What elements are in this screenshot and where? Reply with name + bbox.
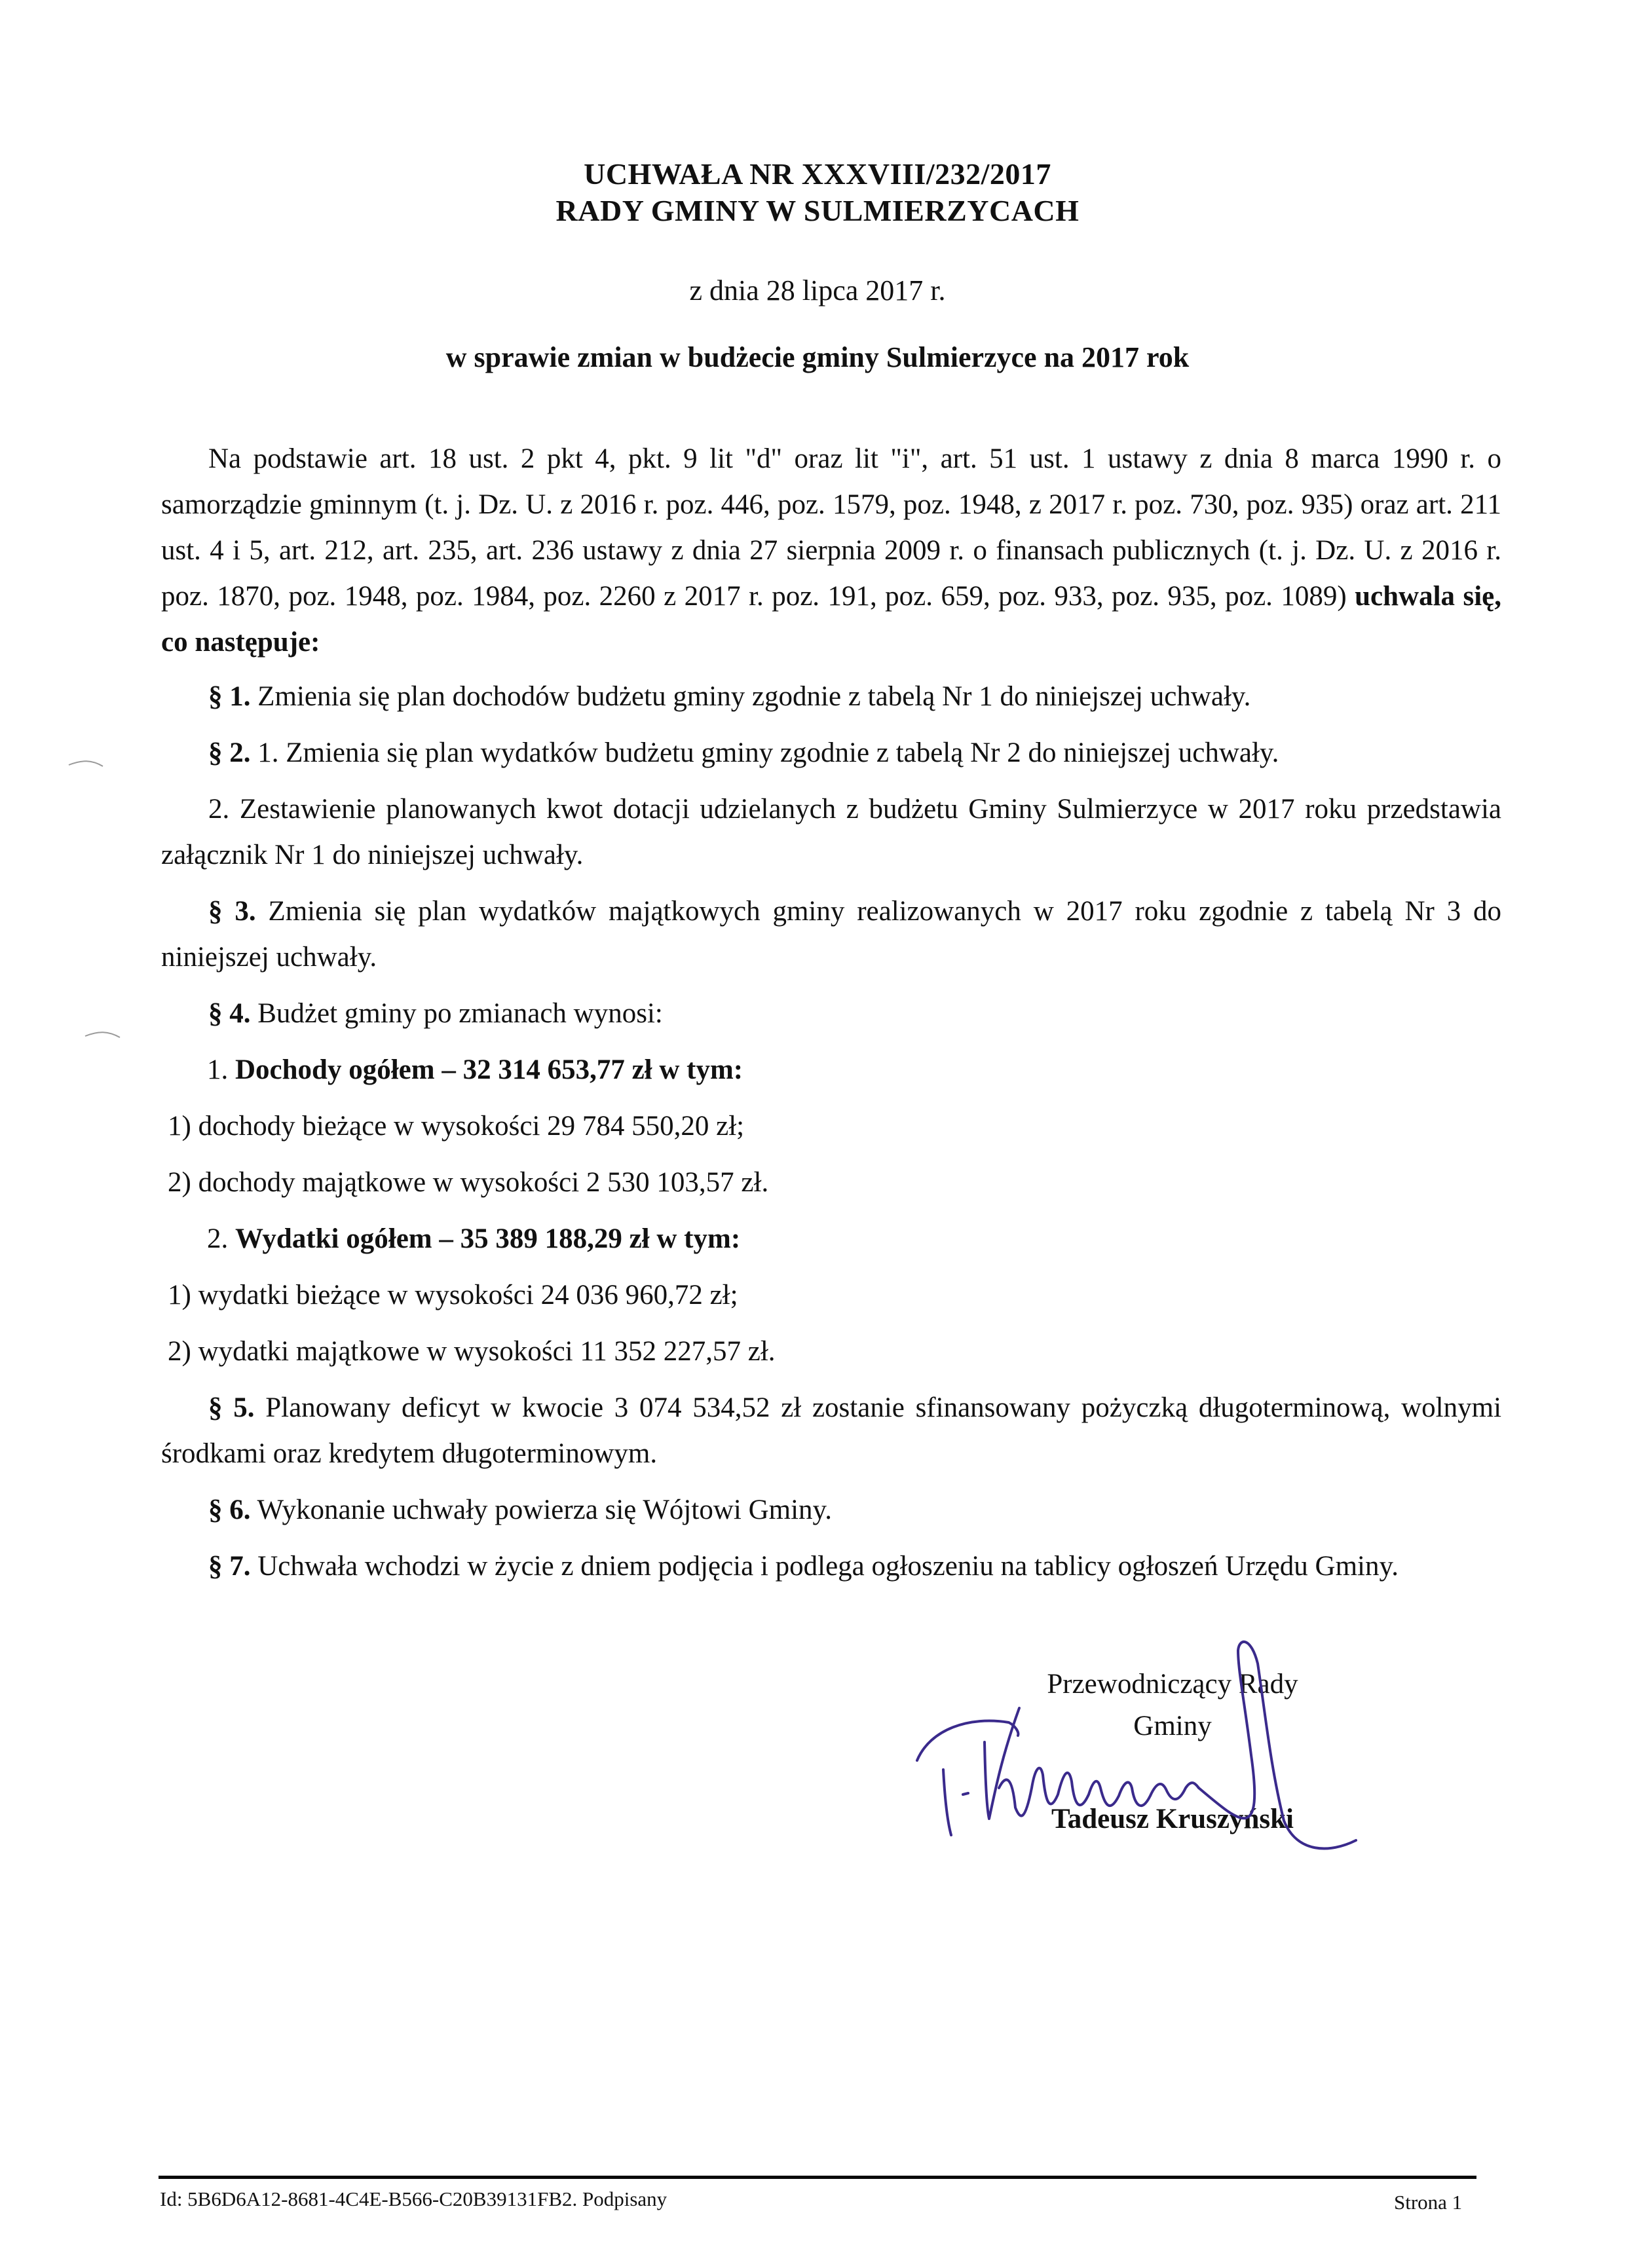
resolution-subject: w sprawie zmian w budżecie gminy Sulmierzyce na 2017 rok (445, 341, 1190, 373)
council-name: RADY GMINY W SULMIERZYCACH (555, 194, 1080, 227)
expense-property: 2) wydatki majątkowe w wysokości 11 352 227,57 zł. (168, 1336, 776, 1367)
section-1-text: Zmienia się plan dochodów budżetu gminy zgodnie z tabelą Nr 1 do niniejszej uchwały. (257, 681, 1251, 712)
resolution-date: z dnia 28 lipca 2017 r. (689, 274, 946, 307)
section-5-mark: § 5. (208, 1392, 255, 1423)
section-5-text: Planowany deficyt w kwocie 3 074 534,52 zł zostanie sfinansowany pożyczką długoterminową, wolnymi środkami oraz kredytem długoterminowym. (161, 1392, 1502, 1469)
income-property: 2) dochody majątkowe w wysokości 2 530 103,57 zł. (168, 1167, 769, 1198)
expense-heading (161, 1216, 1501, 1262)
page-number: Strona 1 (1394, 2191, 1463, 2214)
section-6-mark: § 6. (208, 1495, 251, 1525)
section-6-text: Wykonanie uchwały powierza się Wójtowi Gminy. (257, 1495, 832, 1525)
section-5 (161, 1385, 1501, 1477)
section-2-point-2: 2. Zestawienie planowanych kwot dotacji udzielanych z budżetu Gminy Sulmierzyce w 2017 roku przedstawia załącznik Nr 1 do niniejszej uchwały. (161, 794, 1501, 870)
expense-total: Wydatki ogółem – 35 389 188,29 zł w tym: (235, 1223, 741, 1254)
section-4-mark: § 4. (208, 998, 251, 1029)
income-heading (161, 1047, 1501, 1093)
document-id: Id: 5B6D6A12-8681-4C4E-B566-C20B39131FB2. Podpisany (160, 2187, 667, 2210)
section-7 (161, 1544, 1501, 1589)
section-1-mark: § 1. (208, 681, 251, 712)
signatory-name: Tadeusz Kruszyński (1051, 1804, 1294, 1834)
handwritten-signature-icon (897, 1624, 1461, 1873)
section-4-text: Budżet gminy po zmianach wynosi: (257, 998, 663, 1029)
section-3-text: Zmienia się plan wydatków majątkowych gminy realizowanych w 2017 roku zgodnie z tabelą Nr 3 do niniejszej uchwały. (161, 896, 1502, 973)
signatory-role-2: Gminy (1133, 1711, 1212, 1741)
expense-current: 1) wydatki bieżące w wysokości 24 036 960,72 zł; (168, 1280, 738, 1311)
section-3 (161, 889, 1501, 980)
section-7-text: Uchwała wchodzi w życie z dniem podjęcia i podlega ogłoszeniu na tablicy ogłoszeń Urzędu Gminy. (257, 1551, 1399, 1582)
section-2-text-1: 1. Zmienia się plan wydatków budżetu gminy zgodnie z tabelą Nr 2 do niniejszej uchwały. (257, 737, 1279, 768)
income-heading-number: 1. (207, 1054, 229, 1085)
resolution-body (161, 436, 1501, 1589)
signatory-role: Przewodniczący Rady (1047, 1669, 1298, 1700)
section-1 (161, 674, 1501, 720)
section-2-mark: § 2. (208, 737, 251, 768)
resolution-title (0, 156, 1635, 229)
section-2-point-1 (161, 730, 1501, 776)
section-6 (161, 1487, 1501, 1533)
preamble-text: Na podstawie art. 18 ust. 2 pkt 4, pkt. 9 lit "d" oraz lit "i", art. 51 ust. 1 ustawy z dnia 8 marca 1990 r. o samorządzie gminnym (t. j. Dz. U. z 2016 r. poz. 446, poz. 1579, poz. 1948, z 2017 r. poz. 730, poz. 935) oraz art. 211 ust. 4 i 5, art. 212, art. 235, art. 236 ustawy z dnia 27 sierpnia 2009 r. o finansach publicznych (t. j. Dz. U. z 2016 r. poz. 1870, poz. 1948, poz. 1984, poz. 2260 z 2017 r. poz. 191, poz. 659, poz. 933, poz. 935, poz. 1089) (161, 443, 1501, 612)
expense-heading-number: 2. (207, 1223, 229, 1254)
resolution-number: UCHWAŁA NR XXXVIII/232/2017 (584, 157, 1051, 191)
section-7-mark: § 7. (208, 1551, 251, 1582)
scan-mark-icon (62, 753, 115, 773)
section-3-mark: § 3. (208, 896, 256, 927)
income-current: 1) dochody bieżące w wysokości 29 784 550,20 zł; (168, 1111, 745, 1142)
preamble (161, 436, 1501, 665)
income-total: Dochody ogółem – 32 314 653,77 zł w tym: (235, 1054, 743, 1085)
footer-divider (159, 2176, 1476, 2179)
preamble-bold-tail: uchwala się, co następuje: (161, 581, 1502, 658)
scan-mark-icon (82, 1022, 134, 1041)
section-4 (161, 991, 1501, 1037)
